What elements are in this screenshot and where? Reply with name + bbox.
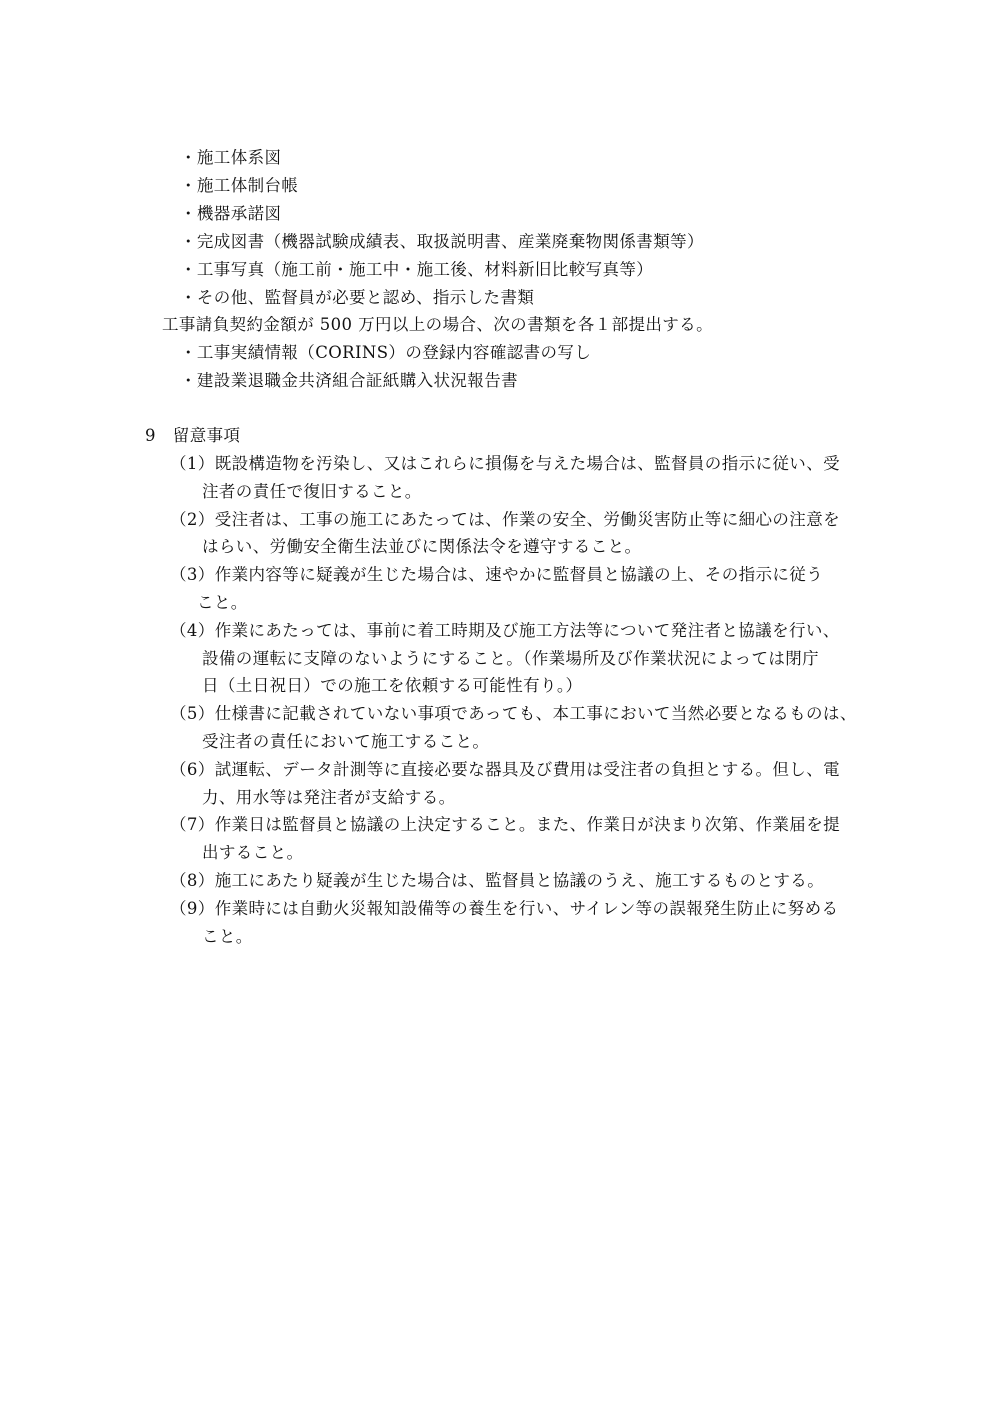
section-heading: 9 留意事項 (145, 426, 241, 445)
note-item-1-continued: 注者の責任で復旧すること。 (202, 482, 422, 501)
note-item-2: （2）受注者は、工事の施工にあたっては、作業の安全、労働災害防止等に細心の注意を (170, 510, 840, 529)
note-item-7-continued: 出すること。 (202, 843, 304, 862)
document-list-item: ・工事写真（施工前・施工中・施工後、材料新旧比較写真等） (180, 260, 654, 279)
note-item-3-continued: こと。 (197, 593, 248, 612)
note-item-4-continued-2: 日（土日祝日）での施工を依頼する可能性有り。） (202, 676, 583, 695)
contract-note: 工事請負契約金額が 500 万円以上の場合、次の書類を各１部提出する。 (162, 315, 713, 334)
document-list-item: ・施工体制台帳 (180, 176, 299, 195)
note-item-4-continued: 設備の運転に支障のないようにすること。（作業場所及び作業状況によっては閉庁 (202, 649, 820, 668)
document-list-item: ・完成図書（機器試験成績表、取扱説明書、産業廃棄物関係書類等） (180, 232, 704, 251)
note-item-3: （3）作業内容等に疑義が生じた場合は、速やかに監督員と協議の上、その指示に従う (170, 565, 824, 584)
note-item-8: （8）施工にあたり疑義が生じた場合は、監督員と協議のうえ、施工するものとする。 (170, 871, 825, 890)
note-item-4: （4）作業にあたっては、事前に着工時期及び施工方法等について発注者と協議を行い、 (170, 621, 840, 640)
note-item-2-continued: はらい、労働安全衛生法並びに関係法令を遵守すること。 (202, 537, 642, 556)
note-item-1: （1）既設構造物を汚染し、又はこれらに損傷を与えた場合は、監督員の指示に従い、受 (170, 454, 840, 473)
note-item-7: （7）作業日は監督員と協議の上決定すること。また、作業日が決まり次第、作業届を提 (170, 815, 840, 834)
document-list-item: ・施工体系図 (180, 148, 282, 167)
note-item-6-continued: 力、用水等は発注者が支給する。 (202, 788, 456, 807)
note-item-5-continued: 受注者の責任において施工すること。 (202, 732, 490, 751)
note-item-5: （5）仕様書に記載されていない事項であっても、本工事において当然必要となるものは、 (170, 704, 857, 723)
contract-document-item: ・建設業退職金共済組合証紙購入状況報告書 (180, 371, 518, 390)
document-list-item: ・機器承諾図 (180, 204, 282, 223)
document-list-item: ・その他、監督員が必要と認め、指示した書類 (180, 288, 535, 307)
note-item-6: （6）試運転、データ計測等に直接必要な器具及び費用は受注者の負担とする。但し、電 (170, 760, 840, 779)
note-item-9-continued: こと。 (202, 927, 253, 946)
note-item-9: （9）作業時には自動火災報知設備等の養生を行い、サイレン等の誤報発生防止に努める (170, 899, 839, 918)
contract-document-item: ・工事実績情報（CORINS）の登録内容確認書の写し (180, 343, 592, 362)
